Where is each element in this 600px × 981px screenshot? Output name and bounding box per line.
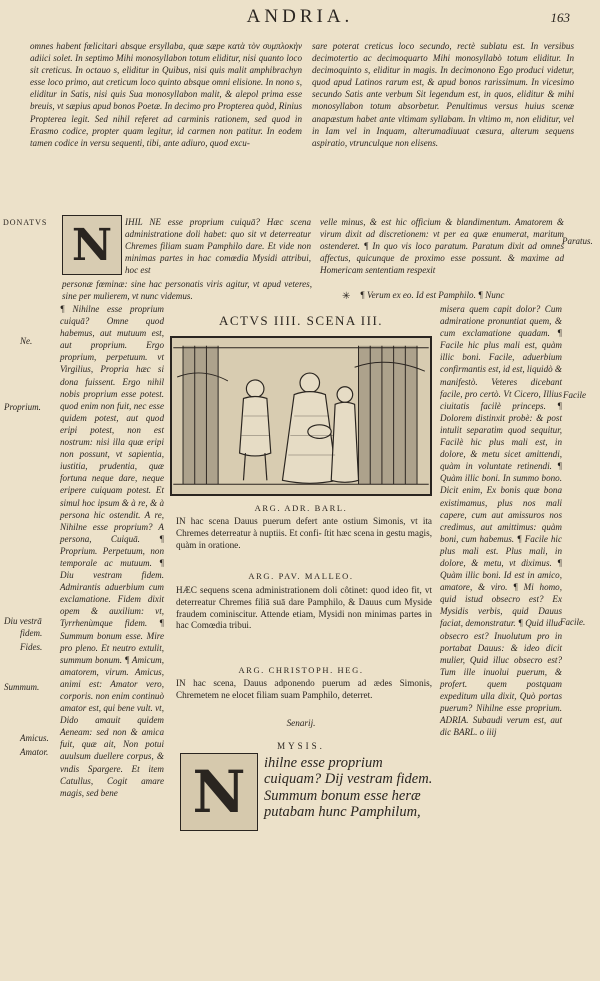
argument-3-heading: ARG. CHRISTOPH. HEG.	[238, 665, 364, 675]
margin-note-paratus: Paratus.	[562, 236, 593, 246]
speaker-name: MYSIS.	[277, 741, 325, 751]
commentary-right-column-text: misera quem capit dolor? Cum admiratione pronuntiat quem, & cum exclamatione quadam. ¶ Facile hic plus mali est, quàm illic boni. Facile, aduerbium confirmantis est, id est, liquidò & manifestò. Veteres dicebant facile, pro certò. Vt Cicero, Illius ciuitatis facilè princeps. ¶ Dolorem distinxit probè: & post intulit separatim quod sequitur, Facilè hic plus mali est, in dolore, & metu sicet amittendi, quàm in voluntate retinendi. ¶ Quàm illic boni. In summo bono. Dicit enim, Ex bonis quæ bona existimamus, plus nos mali capere, cum aut amissuros nos credimus, aut amittimus: quàm boni, cum habemus. ¶ Facile hic plus mali est. Plus mali, in dolore, & metu, vt diximus. ¶ Quàm illic boni. Id est in amico, amatore, & viro. ¶ Mi homo, quid istud obsecro est? Ex Mysidis verbis, quid Dauus faciat, demonstratur. ¶ Quid illuc obsecro est? Inuolutum pro in portabat Dauus: & ideo dicit mulier, Quid illuc obsecro est? Tum ille inuolui puerum, & profert. quem postquam expeditum ulla dixit, Quò portas puerum? Nihilne esse proprium. ADRIA. Subaudi verum est, aut dic BARL. o iiij	[440, 304, 563, 738]
play-verse-text: ihilne esse proprium cuiquam? Dij vestram fidem. Summum bonum esse heræ putabam hunc Pamphilum,	[264, 755, 433, 821]
meter-label: Senarij.	[286, 718, 316, 728]
donatus-commentary-right	[320, 216, 564, 276]
margin-note-facile-2: Facile.	[560, 617, 586, 627]
commentary-top-right-text: sare poterat creticus loco secundo, rectè sublatu est. In versibus decimotertio ac decimoquarto Mihi monosyllabò totum eliditur. In decimoquinto s, eliditur in magis. In decimonono Ego produci videtur, quod apud Latinos rarum est, & apud bonos rarissimum. In vicesimo secundo Satis ante verbum Sit legendum est, in quos, eliditur & mihi monosyllabon totum absorbetur. Penultimus versus huius scenæ anapæstum habet ante vltimam syllabam. In vltimo m, non eliditur, vel in Iam vel in Inquam, alterumadiuuat cæsura, alterum sequens aspiratio, vtrunculque non elisens.	[312, 41, 574, 148]
decorated-initial-verse	[180, 753, 258, 831]
argument-1-heading: ARG. ADR. BARL.	[254, 503, 348, 513]
donatus-full-text: personæ fœminæ: sine hac personatis viris agitur, vt apud veteres, sine per mulierem, vt nunc videmus.	[62, 279, 312, 302]
commentary-right-topline-text: ¶ Verum ex eo. Id est Pamphilo. ¶ Nunc	[360, 290, 505, 300]
argument-2-text: HÆC sequens scena administrationem doli côtinet: quod ideo fit, vt deterreatur Chremes filiā suā dare Pamphilo, & Dauus cum Myside fraudem cominiscitur. Attende etiam, Mysidi non minimas partes in hac Comœdia tribui.	[176, 585, 432, 631]
argument-3-text: IN hac scena, Dauus adponendo puerum ad ædes Simonis, Chremetem ne elocet filiam suam Pamphilo, deterret.	[176, 678, 432, 700]
donatus-right-text: velle minus, & est hic officium & blandimentum. Amatorem & virum dixit ad discretionem: vt per ea quæ enumerat, maritum ostenderet. ¶ In quo vis loco paratum. Paratum dixit ad omnes affectus, quicunque de proximo esse possunt. & maxime ad Homericam sententiam respexit	[320, 217, 564, 276]
commentary-left-column	[60, 303, 164, 799]
margin-note-fides: Fides.	[20, 642, 43, 652]
asterisk-mark: ✳	[342, 291, 351, 302]
argument-2-heading: ARG. PAV. MALLEO.	[248, 571, 354, 581]
commentary-right-column	[440, 303, 562, 738]
margin-note-amicus: Amicus.	[20, 733, 49, 743]
commentary-right-topline	[360, 289, 564, 301]
running-header-title: ANDRIA.	[246, 6, 354, 27]
margin-note-ne: Ne.	[20, 336, 33, 346]
woodcut-scene-image	[172, 338, 430, 494]
commentary-top-left	[30, 40, 302, 149]
act-scene-title: ACTVS IIII. SCENA III.	[218, 313, 384, 328]
margin-note-facile: Facile	[563, 390, 586, 400]
commentary-top-right	[312, 40, 574, 149]
margin-note-fidem: fidem.	[20, 628, 43, 638]
margin-note-diu-vestram: Diu vestrā	[4, 616, 42, 626]
margin-note-summum: Summum.	[4, 682, 40, 692]
page-number: 163	[550, 10, 570, 25]
argument-1-text: IN hac scena Dauus puerum defert ante ostium Simonis, vt ita Chremes deterreatur à nuptiis. Et confi- ſtit hæc scena in gestu magis, quàm in oratione.	[176, 516, 432, 550]
donatus-commentary-start	[125, 216, 311, 276]
decorated-initial	[62, 215, 122, 275]
commentary-top-left-text: omnes habent fœlicitari absque ersyllaba, quæ sæpe κατὰ τὸν συμπλοκὴν adiici solet. In septimo Mihi monosyllabon totum eliditur, nisi quanto loco sit creticus. In octauo s, eliditur in Quibus, nisi quis malit amphibrachyn esse loco primo, aut creticum loco quinto absque omni elisione. In nono s, eliditur in Satis, nisi quis Sua monosyllabon malit, & alepol prima esse breuis, vt sæpius apud bonos Poetæ. In decimo pro Propterea quòd, Rinius Propterea legit. Sed nihil referet ad carminis rationem, sed quod in Erasmo codice, propter quam legitur, id carmen non patitur. In eodem tamen codice in versu sequenti, tibi, ante adiuro, quod excu-	[30, 41, 302, 148]
decorated-initial-letter: N	[71, 219, 113, 271]
woodcut-illustration	[170, 336, 432, 496]
margin-note-donatus: DONATVS	[3, 218, 48, 227]
donatus-first-text: IHIL NE esse proprium cuiquā? Hæc scena administratione doli habet: quo sit vt deterreatur Chremes filiam suam Pamphilo dare. Et vide non minimas partes in hac comœdia Mysidi attribui, hoc est	[125, 217, 311, 276]
margin-note-proprium: Proprium.	[4, 402, 41, 412]
donatus-commentary-continued	[62, 278, 312, 302]
commentary-left-column-text: ¶ Nihilne esse proprium cuiquā? Omne quod habemus, aut mutuum est, aut proprium. Ergo proprium, perpetuum. vt Virgilius, Propria hæc si dona fuissent. Ergo nihil nobis proprium esse potest. quod enim non fuit, nec esse quidem potest, aut quod eripi potest, non est nostrum: nisi illa quæ eripi non possunt, vt sapientia, iustitia, prudentia, quæ fortuna neque dare, neque eripere cuiquam potest. Et simul hoc ipsum & à re, & à persona hic ostendit. A re, Nihilne esse proprium? A persona, Cuiquā. ¶ Proprium. Perpetuum, non temporale ac mutuum. ¶ Diu vestram fidem. Admirantis aduerbium cum exclamatione. Fidem dixit opem & auxilium: vt, Tyrrhenùmque fidem. ¶ Summum bonum esse. Mire pro pleno. Et neutro extulit, summum bonum. ¶ Amicum, amatorem, virum. Amicus, animi est: Amator vero, corporis. non enim continuò amator est, qui bene vult. vt, Dido amauit quidem Aeneam: sed non & amica fuit, quæ ait, Non potui auulsum duellere corpus, & vndis Spargere. Et item Catullus, Cogit amare magis, sed bene	[60, 304, 164, 798]
margin-note-amator: Amator.	[20, 747, 49, 757]
decorated-initial-verse-letter: N	[192, 758, 246, 826]
